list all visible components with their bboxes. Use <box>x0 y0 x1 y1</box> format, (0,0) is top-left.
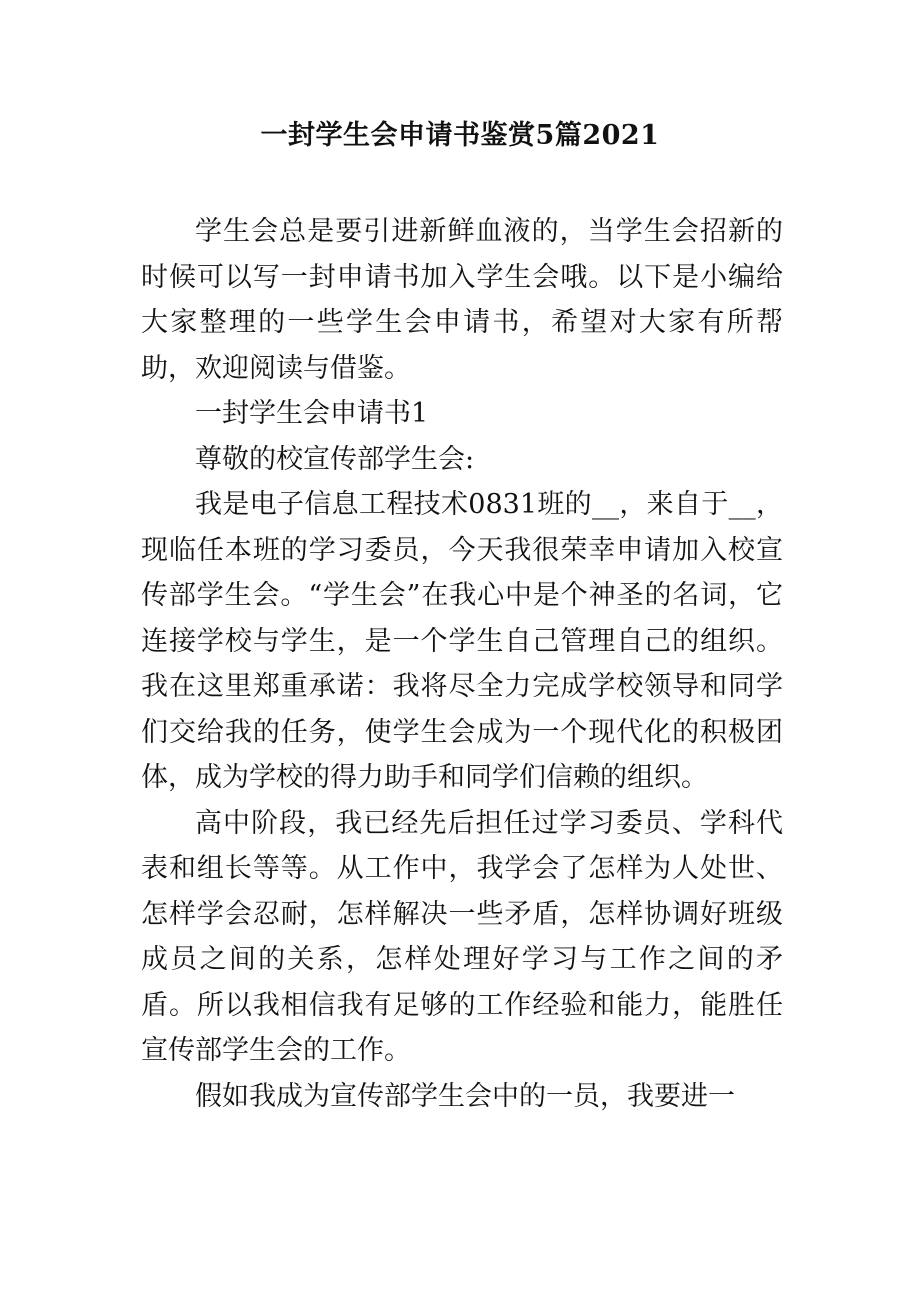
paragraph-salutation: 尊敬的校宣传部学生会: <box>195 443 475 475</box>
document-body <box>141 209 783 1119</box>
paragraph-experience: 高中阶段，我已经先后担任过学习委员、学科代表和组长等等。从工作中，我学会了怎样为人处世、怎样学会忍耐，怎样解决一些矛盾，怎样协调好班级成员之间的关系，怎样处理好学习与工作之间的矛盾。所以我相信我有足够的工作经验和能力，能胜任宣传部学生会的工作。 <box>141 807 783 1066</box>
paragraph-intro: 学生会总是要引进新鲜血液的，当学生会招新的时候可以写一封申请书加入学生会哦。以下是小编给大家整理的一些学生会申请书，希望对大家有所帮助，欢迎阅读与借鉴。 <box>141 216 783 384</box>
paragraph-section-heading: 一封学生会申请书1 <box>195 398 429 429</box>
document-title: 一封学生会申请书鉴赏5篇2021 <box>260 120 660 151</box>
paragraph-self-introduction: 我是电子信息工程技术0831班的__，来自于__，现临任本班的学习委员，今天我很荣幸申请加入校宣传部学生会。“学生会”在我心中是个神圣的名词，它连接学校与学生，是一个学生自己管理自己的组织。我在这里郑重承诺：我将尽全力完成学校领导和同学们交给我的任务，使学生会成为一个现代化的积极团体，成为学校的得力助手和同学们信赖的组织。 <box>141 489 783 793</box>
paragraph-commitment: 假如我成为宣传部学生会中的一员，我要进一 <box>195 1080 735 1112</box>
